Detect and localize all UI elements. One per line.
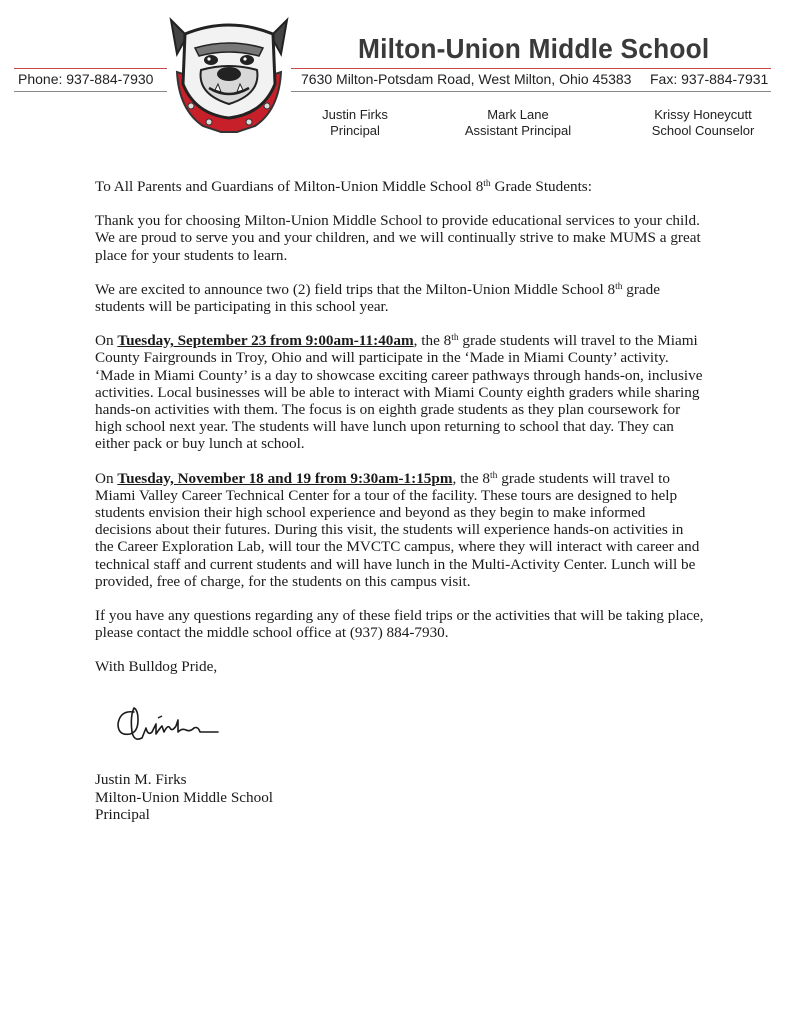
letterhead-red-rule	[14, 68, 771, 69]
salutation	[95, 178, 705, 195]
paragraph-thank-you: Thank you for choosing Milton-Union Middle School to provide educational services to your child. We are proud to serve you and your children, and we will continually strive to make MUMS a great place for your students to learn.	[95, 212, 701, 264]
signer-title: Principal	[95, 806, 150, 823]
trip-text: , the 8	[413, 332, 452, 350]
trip-intro: On	[95, 469, 118, 487]
trip-text: , the 8	[452, 469, 491, 487]
announcement-text-end: grade students will be participating in this school year.	[95, 280, 661, 316]
staff-title: Principal	[330, 123, 380, 138]
staff-name: Justin Firks	[322, 107, 388, 122]
trip-intro: On	[95, 332, 118, 350]
signature-block	[95, 771, 273, 824]
november-trip-date: Tuesday, November 18 and 19 from 9:30am-1:15pm	[117, 469, 453, 487]
ordinal-suffix: th	[615, 281, 623, 292]
salutation-text-end: Grade Students:	[490, 178, 592, 195]
school-address: 7630 Milton-Potsdam Road, West Milton, Ohio 45383	[301, 71, 632, 87]
staff-name: Mark Lane	[487, 107, 549, 122]
ordinal-suffix: th	[451, 333, 459, 344]
signer-name: Justin M. Firks	[95, 771, 187, 788]
ordinal-suffix: th	[490, 470, 498, 481]
announcement-text: We are excited to announce two (2) field trips that the Milton-Union Middle School 8	[95, 280, 616, 298]
closing: With Bulldog Pride,	[95, 658, 218, 676]
staff-principal	[300, 107, 410, 139]
letterhead-gray-rule	[14, 91, 771, 92]
ordinal-suffix: th	[483, 179, 491, 189]
fax-number: Fax: 937-884-7931	[650, 71, 769, 87]
trip-details: grade students will travel to the Miami County Fairgrounds in Troy, Ohio and will participate in the ‘Made in Miami County’ activity. ‘Made in Miami County’ is a day to showcase exciting career pathways through hands-on, inclusive activities. Local businesses will be able to interact with Miami County eighth graders while sharing hands-on activities with them. The focus is on eighth grade students as they plan coursework for high school next year. The students will have lunch upon returning to school that day. They can either pack or buy lunch at school.	[95, 332, 703, 453]
salutation-text: To All Parents and Guardians of Milton-Union Middle School 8	[95, 178, 484, 195]
staff-school-counselor	[638, 107, 768, 139]
school-name: Milton-Union Middle School	[358, 33, 710, 64]
trip-details: grade students will travel to Miami Valley Career Technical Center for a tour of the facility. These tours are designed to help students envision their high school experience and beyond as they begin to make informed decisions about their futures. During this visit, the students will experience hands-on activities in the Career Exploration Lab, will tour the MVCTC campus, where they will interact with career and technical staff and current students and will have lunch in the Multi-Activity Center. Lunch will be provided, free of charge, for the students on this campus visit.	[95, 469, 700, 590]
letter-body	[95, 178, 705, 693]
september-trip-date: Tuesday, September 23 from 9:00am-11:40am	[117, 332, 414, 350]
paragraph-september-trip	[95, 332, 705, 452]
staff-title: Assistant Principal	[464, 123, 572, 138]
paragraph-announcement	[95, 281, 705, 315]
signature-icon	[112, 702, 222, 748]
signer-school: Milton-Union Middle School	[95, 788, 274, 806]
staff-name: Krissy Honeycutt	[654, 107, 752, 122]
phone-number: Phone: 937-884-7930	[18, 71, 154, 87]
staff-assistant-principal	[448, 107, 588, 139]
paragraph-november-trip	[95, 470, 705, 590]
bulldog-logo-icon	[163, 14, 295, 134]
paragraph-contact: If you have any questions regarding any of these field trips or the activities that will be taking place, please contact the middle school office at (937) 884-7930.	[95, 607, 704, 642]
staff-title: School Counselor	[651, 123, 755, 138]
